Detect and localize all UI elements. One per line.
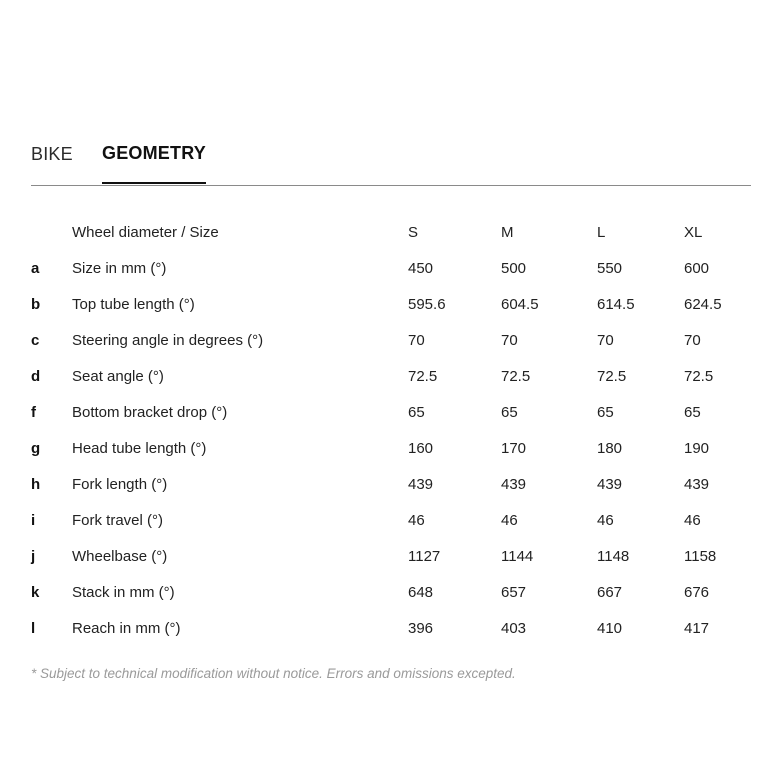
tab-bar: [31, 138, 751, 186]
value-l: 65: [597, 403, 614, 421]
value-l: 667: [597, 583, 623, 601]
table-row: [31, 466, 754, 502]
value-m: 70: [501, 331, 518, 349]
header-letter-cell: [31, 214, 72, 250]
value-s: 450: [408, 259, 434, 277]
value-l: 614.5: [597, 295, 635, 313]
header-size-m: M: [501, 223, 514, 241]
value-xl: 676: [684, 583, 710, 601]
row-label: Size in mm (°): [72, 259, 167, 277]
table-row: [31, 358, 754, 394]
row-letter: l: [31, 619, 36, 637]
value-s: 160: [408, 439, 434, 457]
value-m: 1144: [501, 547, 534, 565]
value-m: 65: [501, 403, 518, 421]
value-s: 595.6: [408, 295, 446, 313]
value-l: 46: [597, 511, 614, 529]
row-letter: a: [31, 259, 40, 277]
row-letter: g: [31, 439, 41, 457]
geometry-table: [31, 214, 754, 646]
value-s: 65: [408, 403, 425, 421]
row-label: Wheelbase (°): [72, 547, 168, 565]
header-size-xl: XL: [684, 223, 703, 241]
value-xl: 600: [684, 259, 710, 277]
row-letter: j: [31, 547, 36, 565]
table-row: [31, 394, 754, 430]
row-letter: f: [31, 403, 36, 421]
value-s: 439: [408, 475, 434, 493]
value-xl: 65: [684, 403, 701, 421]
value-m: 439: [501, 475, 527, 493]
value-xl: 1158: [684, 547, 717, 565]
value-xl: 624.5: [684, 295, 722, 313]
header-size-l: L: [597, 223, 606, 241]
row-label: Stack in mm (°): [72, 583, 175, 601]
value-xl: 70: [684, 331, 701, 349]
value-m: 46: [501, 511, 518, 529]
table-row: [31, 538, 754, 574]
row-letter: k: [31, 583, 40, 601]
value-l: 410: [597, 619, 623, 637]
row-letter: c: [31, 331, 40, 349]
value-xl: 439: [684, 475, 710, 493]
footnote: * Subject to technical modification without notice. Errors and omissions excepted.: [31, 666, 516, 681]
value-xl: 46: [684, 511, 701, 529]
value-m: 604.5: [501, 295, 539, 313]
value-xl: 72.5: [684, 367, 714, 385]
value-s: 70: [408, 331, 425, 349]
row-letter: h: [31, 475, 41, 493]
table-row: [31, 574, 754, 610]
value-l: 550: [597, 259, 623, 277]
row-label: Reach in mm (°): [72, 619, 181, 637]
row-label: Steering angle in degrees (°): [72, 331, 264, 349]
table-row: [31, 286, 754, 322]
value-m: 403: [501, 619, 527, 637]
header-label: Wheel diameter / Size: [72, 223, 219, 241]
row-letter: i: [31, 511, 36, 529]
table-row: [31, 322, 754, 358]
table-row: [31, 610, 754, 646]
value-s: 1127: [408, 547, 441, 565]
value-s: 72.5: [408, 367, 438, 385]
row-label: Fork length (°): [72, 475, 168, 493]
value-l: 180: [597, 439, 623, 457]
value-xl: 417: [684, 619, 710, 637]
value-s: 46: [408, 511, 425, 529]
tab-bike[interactable]: BIKE: [31, 144, 73, 164]
tab-geometry[interactable]: GEOMETRY: [102, 143, 206, 184]
row-letter: b: [31, 295, 41, 313]
value-m: 500: [501, 259, 527, 277]
value-s: 648: [408, 583, 434, 601]
value-l: 72.5: [597, 367, 627, 385]
value-m: 657: [501, 583, 527, 601]
value-l: 70: [597, 331, 614, 349]
row-label: Seat angle (°): [72, 367, 164, 385]
row-label: Fork travel (°): [72, 511, 164, 529]
row-letter: d: [31, 367, 41, 385]
row-label: Head tube length (°): [72, 439, 207, 457]
table-row: [31, 502, 754, 538]
row-label: Bottom bracket drop (°): [72, 403, 228, 421]
value-l: 439: [597, 475, 623, 493]
value-s: 396: [408, 619, 434, 637]
row-label: Top tube length (°): [72, 295, 195, 313]
value-m: 170: [501, 439, 527, 457]
value-l: 1148: [597, 547, 630, 565]
header-size-s: S: [408, 223, 419, 241]
value-m: 72.5: [501, 367, 531, 385]
table-row: [31, 250, 754, 286]
table-header-row: [31, 214, 754, 250]
table-row: [31, 430, 754, 466]
value-xl: 190: [684, 439, 710, 457]
